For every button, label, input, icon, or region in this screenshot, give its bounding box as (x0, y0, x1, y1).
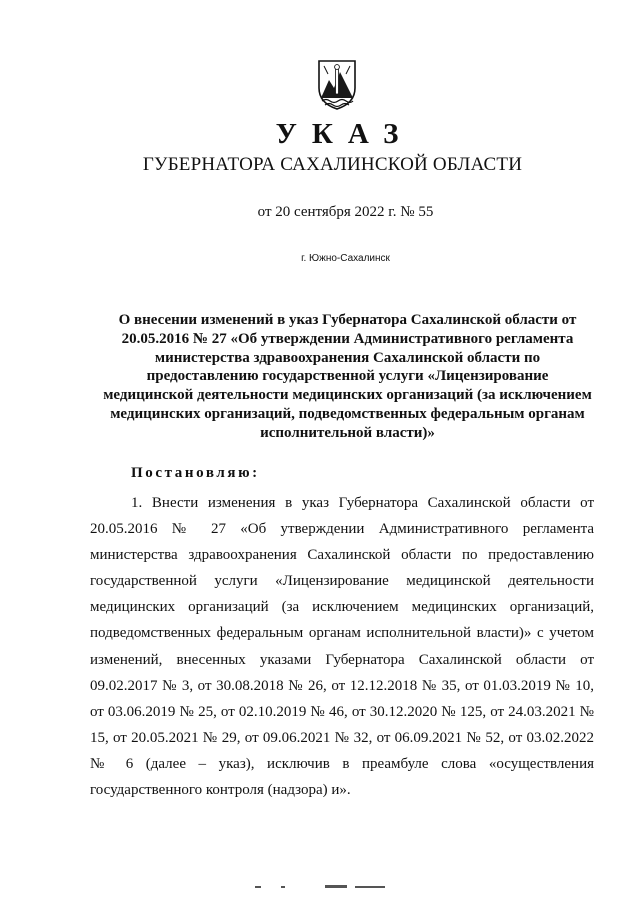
decree-subject: О внесении изменений в указ Губернатора Сахалинской области от 20.05.2016 № 27 «Об утверждении Административного регламента министерства здравоохранения Сахалинской области по предоставлению государственной услуги «Лицензирование медицинской деятельности медицинских организаций (за исключением медицинских организаций, подведомственных федеральным органам исполнительной власти)» (103, 312, 592, 441)
city-line: г. Южно-Сахалинск (301, 253, 390, 264)
date-number-line: от 20 сентября 2022 г. № 55 (257, 204, 434, 220)
scan-artifact (255, 885, 395, 889)
paragraph-1: 1. Внести изменения в указ Губернатора Сахалинской области от 20.05.2016 № 27 «Об утверждении Административного регламента министерства здравоохранения Сахалинской области по предоставлению государственной услуги «Лицензирование медицинской деятельности медицинских организаций (за исключением медицинских организаций, подведомственных федеральным органам исполнительной власти)» с учетом изменений, внесенных указами Губернатора Сахалинской области от 09.02.2017 № 3, от 30.08.2018 № 26, от 12.12.2018 № 35, от 01.03.2019 № 10, от 03.06.2019 № 25, от 02.10.2019 № 46, от 30.12.2020 № 125, от 24.03.2021 № 15, от 20.05.2021 № 29, от 09.06.2021 № 32, от 06.09.2021 № 52, от 03.02.2022 № 6 (далее – указ), исключив в преамбуле слова «осуществления государственного контроля (надзора) и». (90, 495, 594, 799)
decree-title: УКАЗ (275, 118, 414, 150)
decree-word: Постановляю: (131, 465, 260, 481)
sakhalin-coat-of-arms-icon (316, 58, 358, 110)
issuer-line: ГУБЕРНАТОРА САХАЛИНСКОЙ ОБЛАСТИ (142, 154, 523, 175)
